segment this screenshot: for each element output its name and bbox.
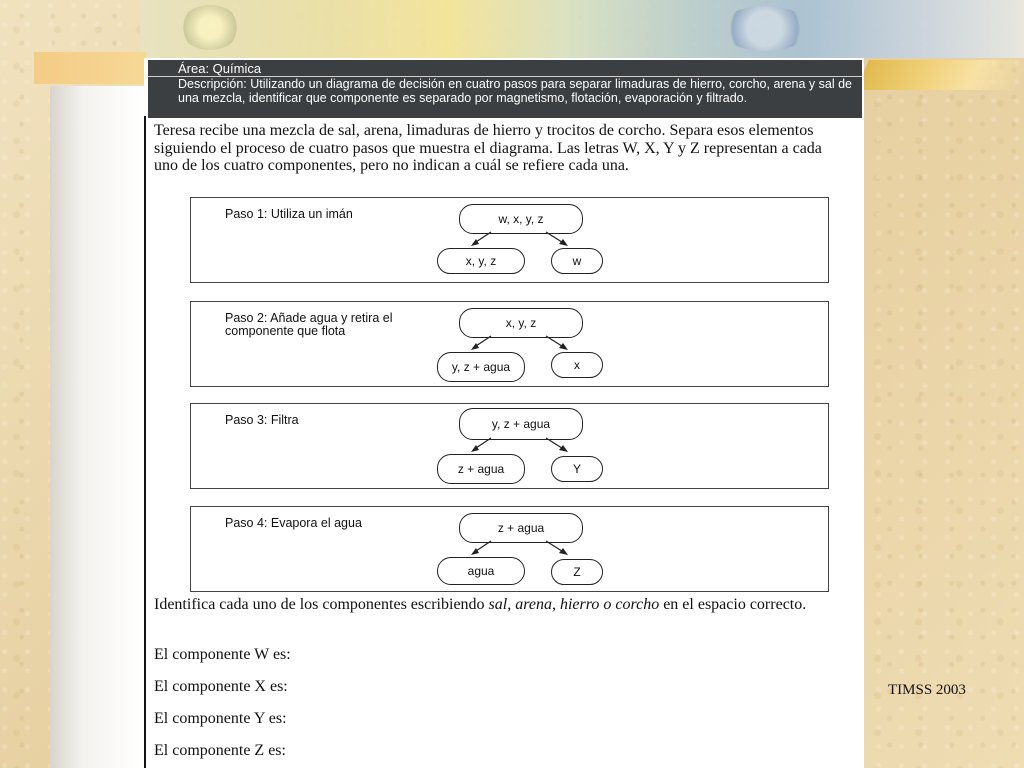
question-options: sal, arena, hierro o corcho (488, 596, 660, 613)
step-1-label: Paso 1: Utiliza un imán (225, 207, 353, 221)
step-2-box (190, 301, 829, 387)
answer-x: El componente X es: (154, 678, 288, 695)
step-3-remaining-oval: z + agua (437, 454, 525, 484)
step-3-separated-oval: Y (551, 456, 603, 482)
decorative-left-shadow (50, 86, 144, 768)
step-4-mixture-oval: z + agua (459, 513, 583, 543)
step-2-remaining-oval: y, z + agua (437, 352, 525, 382)
step-4-label: Paso 4: Evapora el agua (225, 516, 362, 530)
question-text (154, 596, 834, 614)
question-prefix: Identifica cada uno de los componentes escribiendo (154, 596, 489, 613)
step-3-label: Paso 3: Filtra (225, 413, 299, 427)
left-border-line (144, 116, 146, 768)
step-2-label: Paso 2: Añade agua y retira el componente que flota (225, 311, 393, 338)
step-1-separated-oval: w (551, 248, 603, 274)
problem-intro: Teresa recibe una mezcla de sal, arena, limaduras de hierro y trocitos de corcho. Separa esos elementos siguiendo el proceso de cuatro pasos que muestra el diagrama. Las letras W, X, Y y Z representan a cada uno de los cuatro componentes, pero no indican a cuál se refiere cada una. (154, 122, 822, 174)
step-1-mixture-oval: w, x, y, z (459, 204, 583, 234)
answer-w: El componente W es: (154, 646, 291, 663)
task-description: Descripción: Utilizando un diagrama de decisión en cuatro pasos para separar limaduras de hierro, corcho, arena y sal de una mezcla, identificar que componente es separado por magnetismo, flotación, evaporación y filtrado. (178, 77, 852, 105)
step-4-separated-oval: Z (551, 559, 603, 585)
step-3-box (190, 403, 829, 489)
worksheet-header (148, 60, 862, 118)
step-2-separated-oval: x (551, 352, 603, 378)
step-3-mixture-oval: y, z + agua (459, 408, 583, 440)
step-1-remaining-oval: x, y, z (437, 248, 525, 274)
answer-z: El componente Z es: (154, 742, 286, 759)
answer-y: El componente Y es: (154, 710, 287, 727)
decorative-gold-brushstroke (855, 60, 1024, 90)
question-suffix: en el espacio correcto. (659, 596, 807, 613)
decorative-flower-banner (140, 0, 1024, 58)
step-4-box (190, 506, 829, 592)
step-1-box (190, 197, 829, 283)
worksheet-page (144, 58, 864, 768)
source-citation: TIMSS 2003 (888, 682, 966, 698)
step-2-mixture-oval: x, y, z (459, 308, 583, 338)
decorative-orange-band (34, 52, 146, 84)
step-4-remaining-oval: agua (437, 557, 525, 585)
subject-area: Área: Química (178, 61, 262, 76)
